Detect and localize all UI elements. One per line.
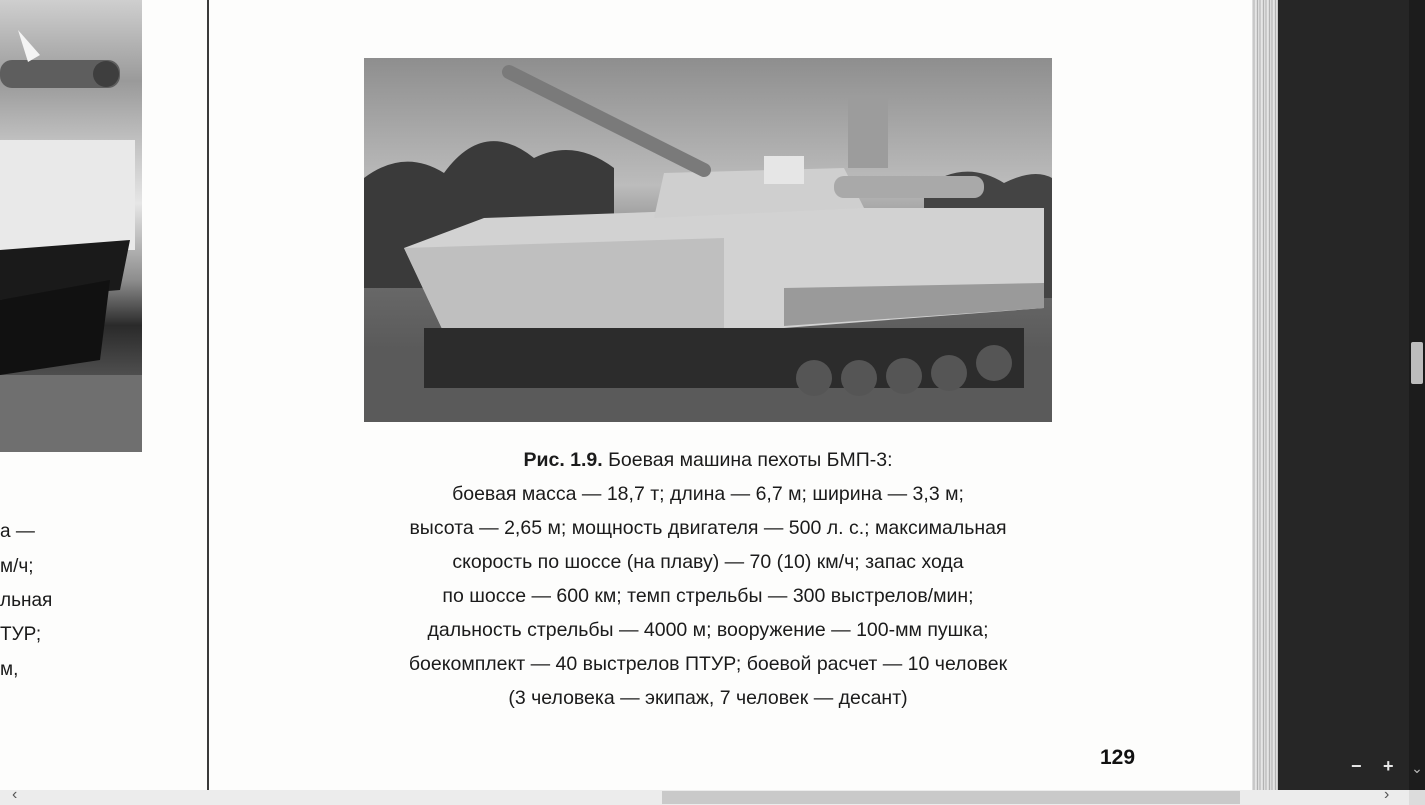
caption-line: по шоссе — 600 км; темп стрельбы — 300 выстрелов/мин; [442,585,974,607]
caption-line: (3 человека — экипаж, 7 человек — десант) [508,687,908,709]
caption-line: скорость по шоссе (на плаву) — 70 (10) км/ч; запас хода [452,551,964,573]
caption-line: боевая масса — 18,7 т; длина — 6,7 м; ширина — 3,3 м; [452,483,964,505]
previous-page-text-line: льная [0,590,53,611]
figure-label: Рис. 1.9. [523,449,603,471]
scrollbar-corner [1409,790,1425,805]
caption-line: высота — 2,65 м; мощность двигателя — 500 л. с.; максимальная [409,517,1007,539]
previous-page-text-line: а — [0,521,35,542]
figure-caption [350,446,1066,718]
viewer-background-panel [1278,0,1409,790]
scanned-page-edge [1252,0,1278,790]
page-number: 129 [1100,746,1136,769]
previous-page-photo [0,0,142,452]
zoom-in-button[interactable]: + [1383,756,1394,776]
caption-title-line [350,446,1066,480]
scroll-right-icon[interactable]: › [1384,786,1390,803]
caption-line: боекомплект — 40 выстрелов ПТУР; боевой расчет — 10 человек [408,653,1008,675]
previous-page-text-line: ТУР; [0,624,42,645]
horizontal-scrollbar-thumb[interactable] [662,791,1240,804]
scroll-left-icon[interactable]: ‹ [12,786,18,803]
page-gutter-divider [207,0,209,805]
vertical-scrollbar[interactable] [1409,0,1425,790]
figure-title: Боевая машина пехоты БМП-3: [602,449,893,471]
figure-photo [364,58,1052,422]
zoom-out-button[interactable]: − [1351,756,1362,776]
caption-line: дальность стрельбы — 4000 м; вооружение — 100-мм пушка; [427,619,989,641]
vertical-scrollbar-thumb[interactable] [1411,342,1423,384]
previous-page-text-line: м/ч; [0,556,34,577]
previous-page-text-line: м, [0,659,19,680]
scroll-down-icon[interactable]: ⌄ [1411,760,1423,776]
